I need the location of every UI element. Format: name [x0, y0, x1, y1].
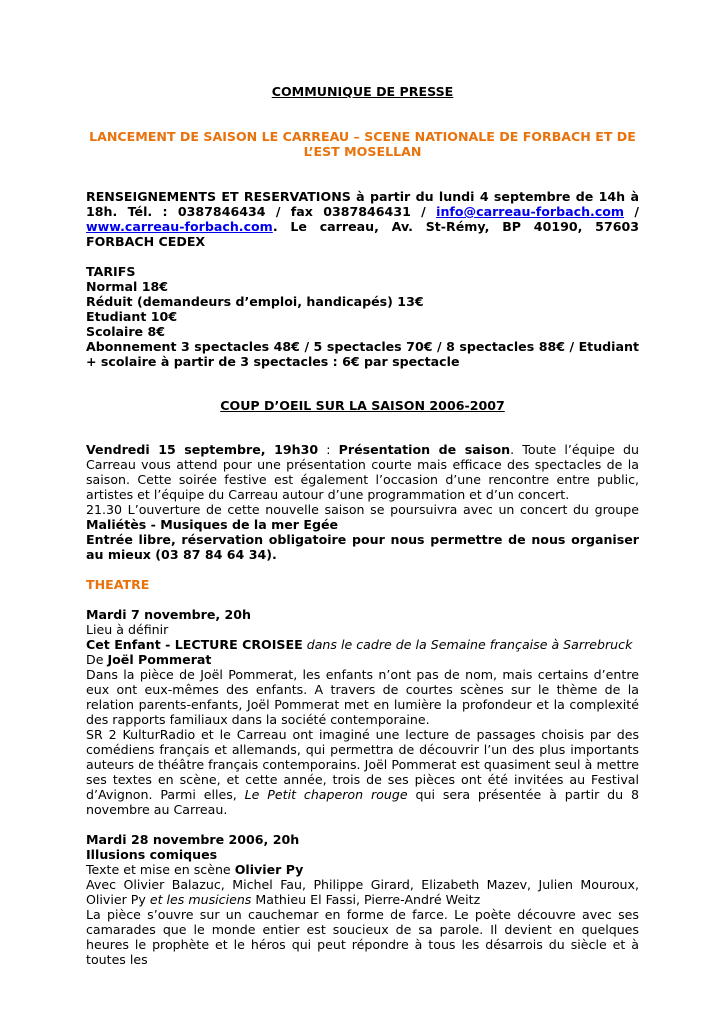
saison-concert	[86, 502, 639, 532]
play-title: Le Petit chaperon rouge	[244, 787, 408, 802]
saison-text: . Toute l’équipe du Carreau vous attend pour une présentation courte mais efficace des spectacles de la saison. Cette soirée festive est également l’occasion d’une rencontre entre public, artistes et l’équipe du Carreau autour d’une programmation et d’un concert.	[86, 442, 639, 502]
saison-entry: Entrée libre, réservation obligatoire pour nous permettre de nous organiser au mieux (03 87 84 64 34).	[86, 532, 639, 562]
concert-band: Maliétès - Musiques de la mer Egée	[86, 517, 339, 532]
musicians-list: Mathieu El Fassi, Pierre-André Weitz	[251, 892, 481, 907]
event-title-line	[86, 637, 639, 652]
event-cet-enfant	[86, 607, 639, 817]
reservation-text: RENSEIGNEMENTS ET RESERVATIONS à partir du lundi 4 septembre de 14h à 18h. Tél. : 0387846434 / fax 0387846431 /	[86, 189, 639, 219]
event-cast	[86, 877, 639, 907]
email-link[interactable]: info@carreau-forbach.com	[436, 204, 625, 219]
tarifs-heading: TARIFS	[86, 264, 136, 279]
event-paragraph	[86, 727, 639, 817]
event-title: Illusions comiques	[86, 847, 218, 862]
website-link[interactable]: www.carreau-forbach.com	[86, 219, 273, 234]
event-title-note: dans le cadre de la Semaine française à Sarrebruck	[302, 637, 633, 652]
paragraph-text: qui sera présentée à partir du 8 novembre au Carreau.	[86, 787, 640, 817]
tarif-line: Normal 18€	[86, 279, 169, 294]
theatre-heading: THEATRE	[86, 577, 150, 592]
reservation-separator: /	[624, 204, 639, 219]
saison-heading: COUP D’OEIL SUR LA SAISON 2006-2007	[220, 398, 505, 413]
event-credit-line	[86, 862, 639, 877]
cast-list: Avec Olivier Balazuc, Michel Fau, Philippe Girard, Elizabeth Mazev, Julien Mouroux, Olivier Py	[86, 877, 639, 907]
author-prefix: De	[86, 652, 108, 667]
event-date: Mardi 28 novembre 2006, 20h	[86, 832, 300, 847]
paragraph-text: SR 2 KulturRadio et le Carreau ont imaginé une lecture de passages choisis par des comédiens français et allemands, qui permettra de découvrir l’un des plus importants auteurs de théâtre français contemporains. Joël Pommerat est quasiment seul à mettre ses textes en scène, et cette année, trois de ses pièces ont été invitées au Festival d’Avignon. Parmi elles,	[86, 727, 639, 802]
document-page	[86, 84, 639, 967]
reservation-info	[86, 189, 639, 249]
document-title: COMMUNIQUE DE PRESSE	[271, 84, 454, 99]
event-title: Cet Enfant - LECTURE CROISEE	[86, 637, 303, 652]
tarif-line: Scolaire 8€	[86, 324, 165, 339]
event-author: Joël Pommerat	[107, 652, 212, 667]
event-paragraph: La pièce s’ouvre sur un cauchemar en forme de farce. Le poète découvre avec ses camarades que le monde entier est soucieux de sa parole. Il devient en quelques heures le prophète et le héros qui peut répondre à tous les désarrois du siècle et à toutes les	[86, 907, 639, 967]
tarif-line: Réduit (demandeurs d’emploi, handicapés) 13€	[86, 294, 424, 309]
concert-text: 21.30 L’ouverture de cette nouvelle saison se poursuivra avec un concert du groupe	[86, 502, 639, 517]
saison-date: Vendredi 15 septembre, 19h30	[86, 442, 319, 457]
saison-sep: :	[318, 442, 339, 457]
event-paragraph: Dans la pièce de Joël Pommerat, les enfants n’ont pas de nom, mais certains d’entre eux ont eux-mêmes des enfants. A travers de courtes scènes sur le thème de la relation parents-enfants, Joël Pommerat met en lumière la profondeur et la complexité des rapports familiaux dans la société contemporaine.	[86, 667, 639, 727]
reservation-address: . Le carreau, Av. St-Rémy, BP 40190, 57603 FORBACH CEDEX	[86, 219, 639, 249]
event-date: Mardi 7 novembre, 20h	[86, 607, 252, 622]
event-author-line	[86, 652, 639, 667]
tarif-line: Abonnement 3 spectacles 48€ / 5 spectacles 70€ / 8 spectacles 88€ / Etudiant + scolaire à partir de 3 spectacles : 6€ par spectacle	[86, 339, 639, 369]
tarif-line: Etudiant 10€	[86, 309, 178, 324]
tarifs-section	[86, 264, 639, 369]
credit-prefix: Texte et mise en scène	[86, 862, 235, 877]
saison-title: Présentation de saison	[338, 442, 511, 457]
event-place: Lieu à définir	[86, 622, 169, 637]
musicians-prefix: et les musiciens	[145, 892, 252, 907]
document-subtitle: LANCEMENT DE SAISON LE CARREAU – SCENE NATIONALE DE FORBACH ET DE L’EST MOSELLAN	[89, 129, 636, 159]
saison-presentation	[86, 442, 639, 502]
event-illusions-comiques	[86, 832, 639, 967]
credit-name: Olivier Py	[234, 862, 304, 877]
